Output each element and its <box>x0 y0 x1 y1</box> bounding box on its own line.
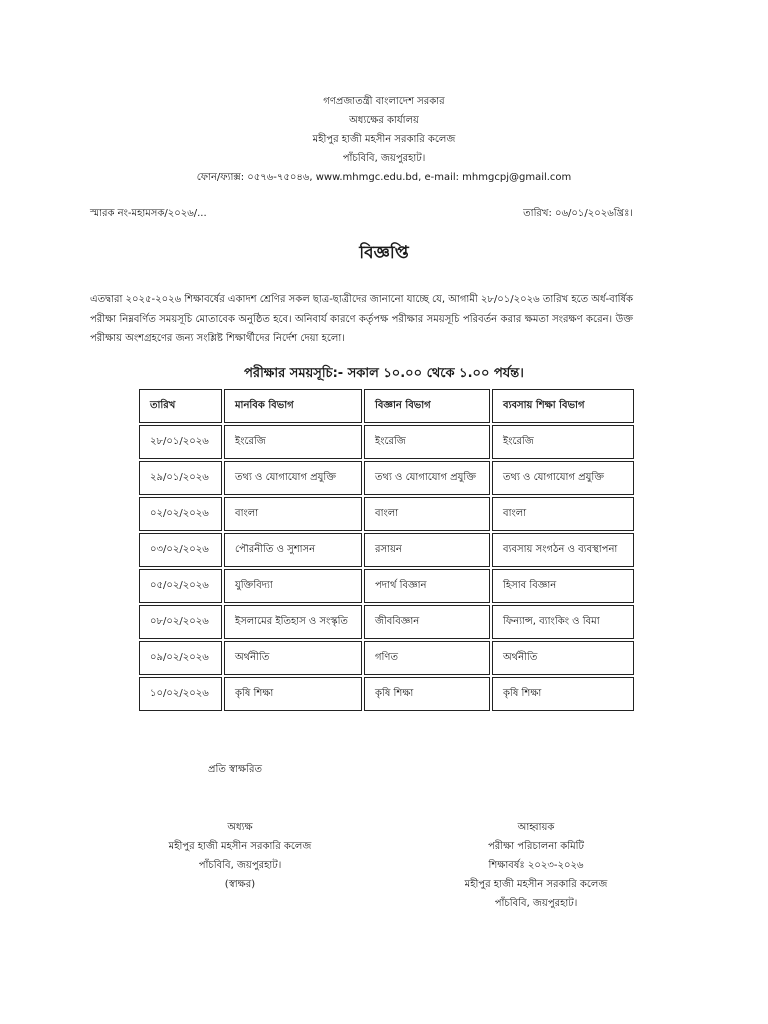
memo-date: তারিখ: ০৬/০১/২০২৬খ্রিঃ। <box>523 208 633 219</box>
cell-date: ২৯/০১/২০২৬ <box>139 461 222 495</box>
table-header-row <box>139 389 634 423</box>
memo-row <box>90 206 633 223</box>
cell-business: কৃষি শিক্ষা <box>492 677 634 711</box>
table-row <box>139 641 634 675</box>
convener-signature-block <box>436 818 636 913</box>
contact-line: ফোন/ফ্যাক্স: ০৫৭৬-৭৫০৪৬, www.mhmgc.edu.bd, e-mail: mhmgcpj@gmail.com <box>196 172 572 183</box>
cell-humanities: কৃষি শিক্ষা <box>224 677 362 711</box>
cell-humanities: যুক্তিবিদ্যা <box>224 569 362 603</box>
convener-college: মহীপুর হাজী মহসীন সরকারি কলেজ <box>464 879 608 890</box>
principal-role: অধ্যক্ষ <box>227 822 253 833</box>
cell-business: হিসাব বিজ্ঞান <box>492 569 634 603</box>
cell-date: ১০/০২/২০২৬ <box>139 677 222 711</box>
office-header <box>0 92 768 187</box>
principal-college: মহীপুর হাজী মহসীন সরকারি কলেজ <box>168 841 312 852</box>
college-address: পাঁচবিবি, জয়পুরহাট। <box>342 153 426 164</box>
cell-science: তথ্য ও যোগাযোগ প্রযুক্তি <box>364 461 490 495</box>
govt-name: গণপ্রজাতন্ত্রী বাংলাদেশ সরকার <box>323 96 445 107</box>
table-row <box>139 569 634 603</box>
memo-number: স্মারক নং-মহামসক/২০২৬/... <box>90 208 207 219</box>
cell-humanities: অর্থনীতি <box>224 641 362 675</box>
cell-humanities: ইসলামের ইতিহাস ও সংস্কৃতি <box>224 605 362 639</box>
table-row <box>139 497 634 531</box>
cell-science: রসায়ন <box>364 533 490 567</box>
table-row <box>139 533 634 567</box>
notice-body: এতদ্বারা ২০২৫-২০২৬ শিক্ষাবর্ষের একাদশ শ্রেণির সকল ছাত্র-ছাত্রীদের জানানো যাচ্ছে যে, আগামী ২৮/০১/২০২৬ তারিখ হতে অর্ধ-বার্ষিক পরীক্ষা নিম্নবর্ণিত সময়সূচি মোতাবেক অনুষ্ঠিত হবে। অনিবার্য কারণে কর্তৃপক্ষ পরীক্ষার সময়সূচি পরিবর্তন করার ক্ষমতা সংরক্ষণ করেন। উক্ত পরীক্ষায় অংশগ্রহণের জন্য সংশ্লিষ্ট শিক্ষার্থীদের নির্দেশ দেয়া হলো। <box>90 294 633 344</box>
header-business: ব্যবসায় শিক্ষা বিভাগ <box>492 389 634 423</box>
table-row <box>139 605 634 639</box>
college-name: মহীপুর হাজী মহসীন সরকারি কলেজ <box>312 134 456 145</box>
cell-business: ব্যবসায় সংগঠন ও ব্যবস্থাপনা <box>492 533 634 567</box>
table-row <box>139 425 634 459</box>
cell-date: ০৫/০২/২০২৬ <box>139 569 222 603</box>
cell-science: গণিত <box>364 641 490 675</box>
header-date: তারিখ <box>139 389 222 423</box>
notice-title: বিজ্ঞপ্তি <box>359 243 409 263</box>
cell-humanities: পৌরনীতি ও সুশাসন <box>224 533 362 567</box>
cell-business: ইংরেজি <box>492 425 634 459</box>
cell-date: ০২/০২/২০২৬ <box>139 497 222 531</box>
cell-science: কৃষি শিক্ষা <box>364 677 490 711</box>
cell-date: ০৩/০২/২০২৬ <box>139 533 222 567</box>
schedule-title: পরীক্ষার সময়সূচি:- সকাল ১০.০০ থেকে ১.০০ পর্যন্ত। <box>244 366 524 381</box>
table-row <box>139 677 634 711</box>
cell-business: অর্থনীতি <box>492 641 634 675</box>
cell-science: ইংরেজি <box>364 425 490 459</box>
convener-address: পাঁচবিবি, জয়পুরহাট। <box>494 898 578 909</box>
header-humanities: মানবিক বিভাগ <box>224 389 362 423</box>
principal-signature-block <box>140 818 340 894</box>
cell-science: পদার্থ বিজ্ঞান <box>364 569 490 603</box>
cell-date: ০৯/০২/২০২৬ <box>139 641 222 675</box>
cell-science: বাংলা <box>364 497 490 531</box>
cell-science: জীববিজ্ঞান <box>364 605 490 639</box>
exam-schedule-table <box>137 387 636 713</box>
cell-business: বাংলা <box>492 497 634 531</box>
principal-address: পাঁচবিবি, জয়পুরহাট। <box>198 860 282 871</box>
cell-business: ফিন্যান্স, ব্যাংকিং ও বিমা <box>492 605 634 639</box>
convener-session: শিক্ষাবর্ষঃ ২০২৩-২০২৬ <box>488 860 584 871</box>
cell-date: ২৮/০১/২০২৬ <box>139 425 222 459</box>
header-science: বিজ্ঞান বিভাগ <box>364 389 490 423</box>
cell-humanities: ইংরেজি <box>224 425 362 459</box>
cell-date: ০৮/০২/২০২৬ <box>139 605 222 639</box>
convener-committee: পরীক্ষা পরিচালনা কমিটি <box>488 841 584 852</box>
principal-sign: (স্বাক্ষর) <box>224 879 256 890</box>
office-name: অধ্যক্ষের কার্যালয় <box>349 115 419 126</box>
table-row <box>139 461 634 495</box>
cell-humanities: বাংলা <box>224 497 362 531</box>
cell-humanities: তথ্য ও যোগাযোগ প্রযুক্তি <box>224 461 362 495</box>
convener-role: আহ্বায়ক <box>517 822 555 833</box>
signed-note: প্রতি স্বাক্ষরিত <box>208 764 262 775</box>
cell-business: তথ্য ও যোগাযোগ প্রযুক্তি <box>492 461 634 495</box>
